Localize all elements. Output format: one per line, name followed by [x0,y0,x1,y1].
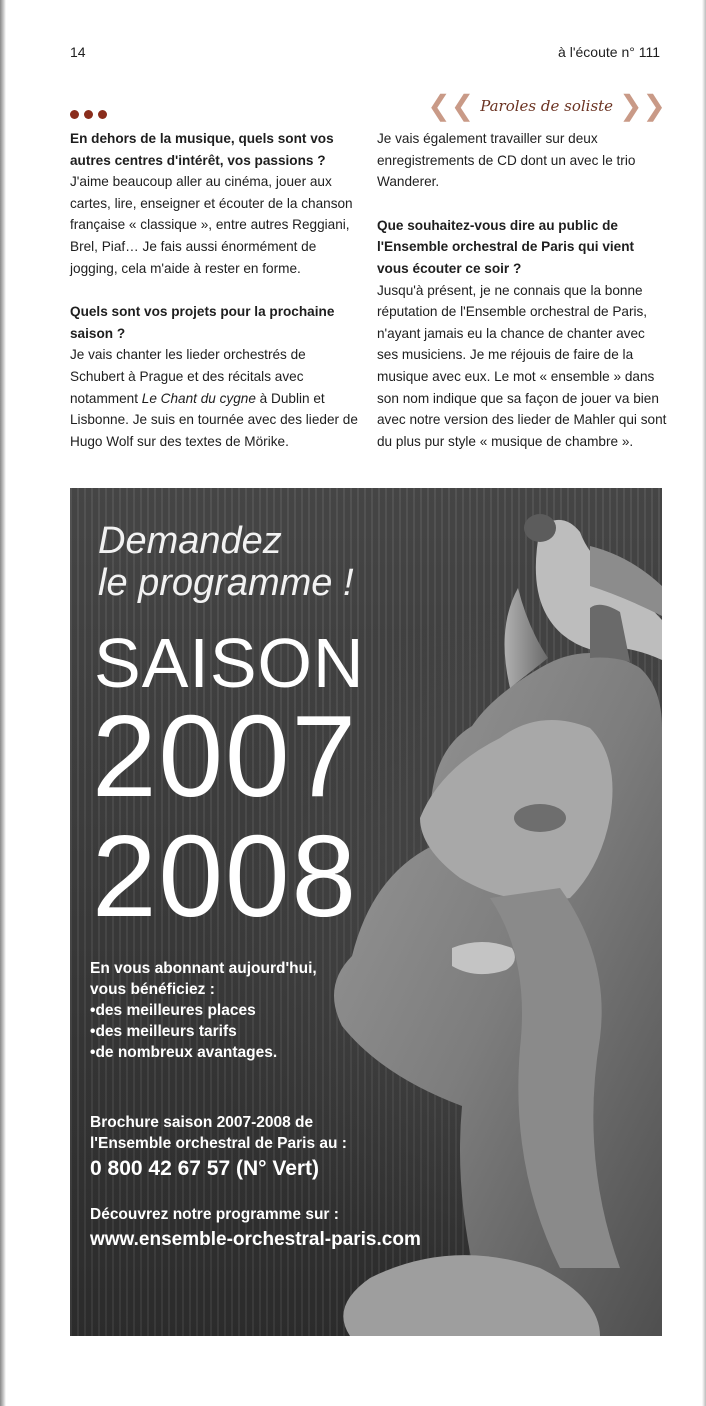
brochure-line: l'Ensemble orchestral de Paris au : [90,1135,347,1152]
offer-intro: vous bénéficiez : [90,981,215,998]
ad-tagline [98,520,354,604]
interview-left-column [70,128,360,452]
interview-right-column [377,128,667,452]
year-end: 2008 [92,811,359,941]
right-chevrons-icon: ❯❯ [619,89,666,122]
interview-question: Quels sont vos projets pour la prochaine saison ? [70,304,335,341]
interview-answer: Je vais également travailler sur deux enregistrements de CD dont un avec le trio Wanderer. [377,131,636,190]
page-edge-left [0,0,6,1406]
section-badge [427,89,666,122]
interview-answer: J'aime beaucoup aller au cinéma, jouer aux cartes, lire, enseigner et écouter de la chanson française « classique », entre autres Reggiani, Brel, Piaf… Je fais aussi énormément de jogging, cela m'aide à rester en forme. [70,174,353,276]
running-header [558,44,660,60]
left-chevrons-icon: ❮❮ [427,89,475,122]
interview-answer: Jusqu'à présent, je ne connais que la bonne réputation de l'Ensemble orchestral de Paris, n'ayant jamais eu la chance de chanter avec ses musiciens. Je me réjouis de faire de la musique avec eux. Le mot « ensemble » dans son nom indique que sa façon de jouer va bien avec notre version des lieder de Mahler qui sont du plus pur style « musique de chambre ». [377,282,667,449]
benefits-list [90,1000,317,1063]
section-badge-label: Paroles de soliste [480,97,614,115]
discover-label: Découvrez notre programme sur : [90,1206,339,1223]
ad-tagline-line: le programme ! [98,562,354,604]
interview-answer: Je vais chanter les lieder orchestrés de Schubert à Prague et des récitals avec notamment Le Chant du cygne à Dublin et Lisbonne. Je suis en tournée avec des lieder de Hugo Wolf sur des textes de Mörike. [70,347,358,449]
work-title: Le Chant du cygne [141,390,256,406]
page-edge-right [702,0,706,1406]
offer-intro: En vous abonnant aujourd'hui, [90,960,317,977]
section-dots-icon [70,110,110,120]
interview-question: En dehors de la musique, quels sont vos autres centres d'intérêt, vos passions ? [70,131,334,168]
phone-number[interactable]: 0 800 42 67 57 (N° Vert) [90,1157,320,1180]
website-link[interactable]: www.ensemble-orchestral-paris.com [90,1229,421,1250]
benefit-item: • des meilleures places [90,1000,317,1021]
year-start: 2007 [92,691,359,821]
interview-question: Que souhaitez-vous dire au public de l'Ensemble orchestral de Paris qui vient vous écouter ce soir ? [377,217,635,276]
publication-title: à l'écoute [558,44,618,60]
benefit-item: • des meilleurs tarifs [90,1021,317,1042]
page-number: 14 [70,44,86,60]
brochure-line: Brochure saison 2007-2008 de [90,1114,314,1131]
season-advertisement [70,488,662,1336]
benefit-item: • de nombreux avantages. [90,1042,317,1063]
ad-tagline-line: Demandez [98,520,282,562]
brochure-info [90,1112,347,1154]
issue-number: n° 111 [621,44,660,60]
subscription-offer [90,958,317,1063]
saison-heading: SAISON [94,624,365,702]
